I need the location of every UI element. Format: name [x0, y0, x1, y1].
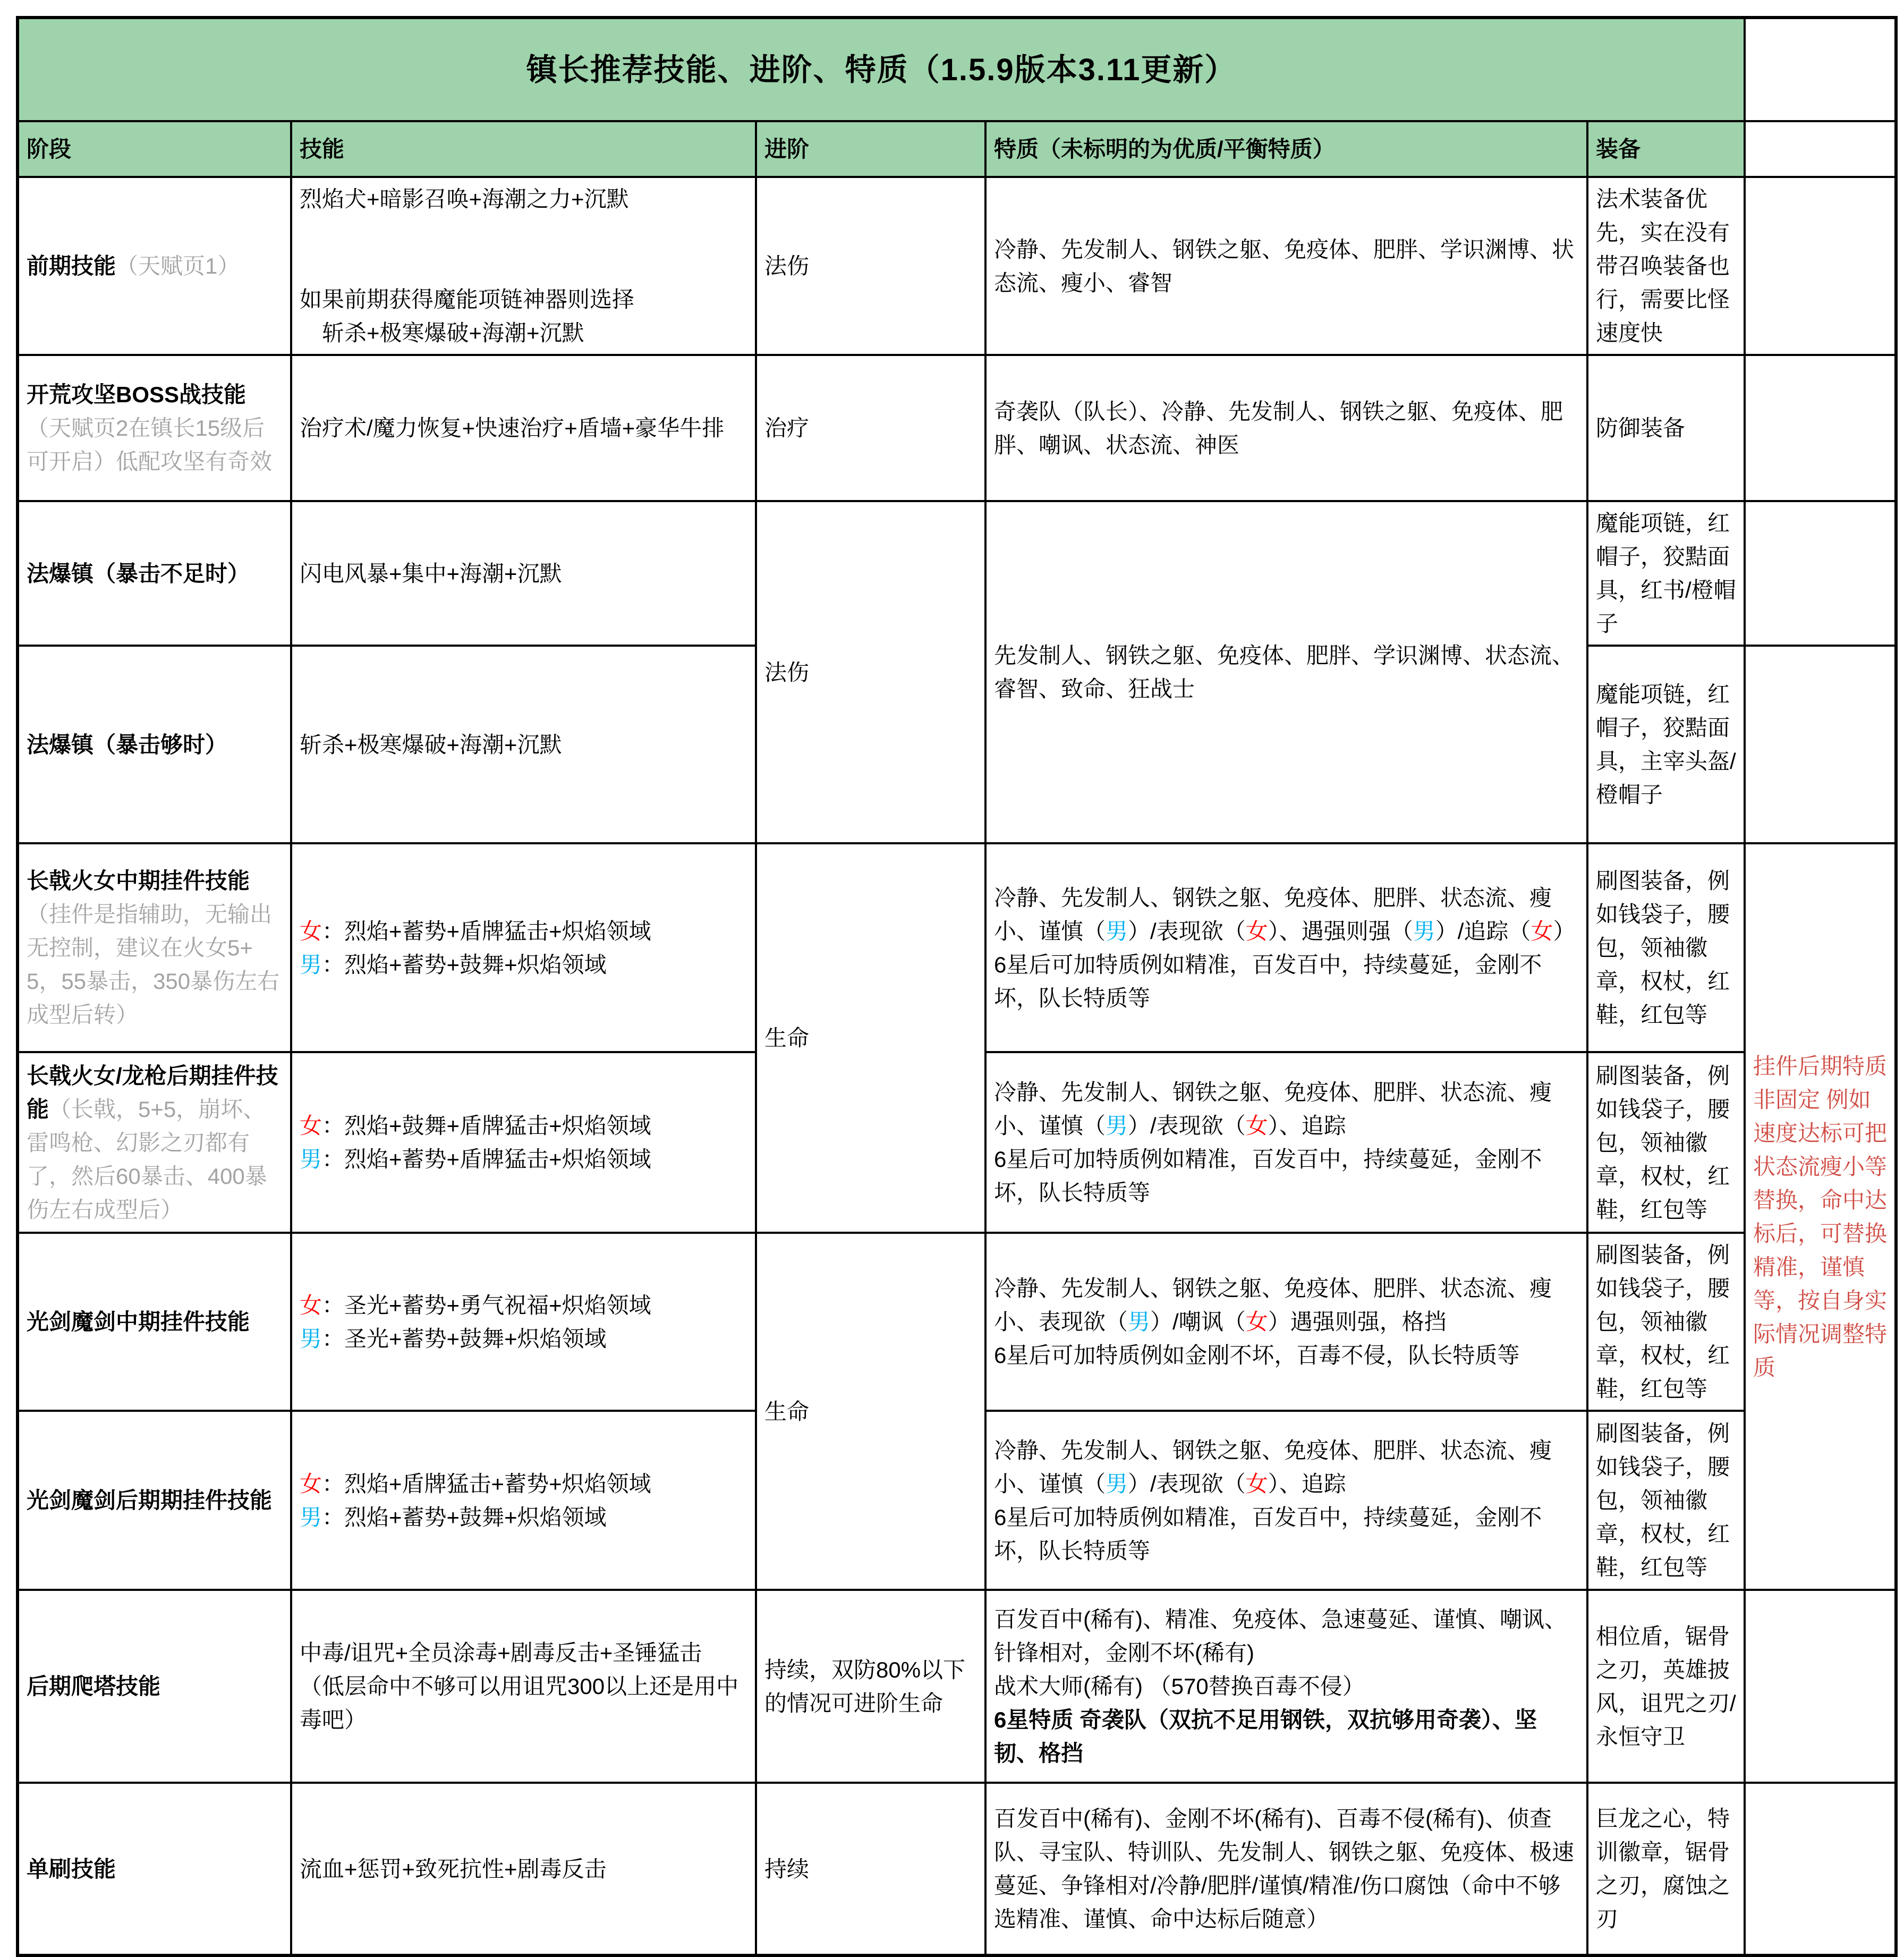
r6-stage-cell: 长戟火女/龙枪后期挂件技能（长戟，5+5，崩坏、雷鸣枪、幻影之刃都有了，然后60暴击、400暴伤左右成型后）: [18, 1052, 291, 1233]
r1-traits-cell: 冷静、先发制人、钢铁之躯、免疫体、肥胖、学识渊博、状态流、瘦小、睿智: [985, 177, 1587, 355]
r2-note-cell: [1745, 355, 1896, 501]
r6-equip-cell: 刷图装备，例如钱袋子，腰包，领袖徽章，权杖，红鞋，红包等: [1587, 1052, 1745, 1233]
r1-advance-cell: 法伤: [756, 177, 985, 355]
r10-stage-cell: 单刷技能: [18, 1783, 291, 1955]
table-row: [18, 1590, 1896, 1783]
r8-skill-cell: 女：烈焰+盾牌猛击+蓄势+炽焰领域 男：烈焰+蓄势+鼓舞+炽焰领域: [291, 1411, 756, 1590]
r9-stage-cell: 后期爬塔技能: [18, 1590, 291, 1783]
r4-skill-cell: 斩杀+极寒爆破+海潮+沉默: [291, 646, 756, 843]
r3-skill-cell: 闪电风暴+集中+海潮+沉默: [291, 501, 756, 646]
r4-equip-cell: 魔能项链，红帽子，狡黠面具，主宰头盔/橙帽子: [1587, 646, 1745, 843]
r4-stage-cell: 法爆镇（暴击够时）: [18, 646, 291, 843]
r7-skill-cell: 女：圣光+蓄势+勇气祝福+炽焰领域 男：圣光+蓄势+鼓舞+炽焰领域: [291, 1233, 756, 1411]
col-header-skill: 技能: [291, 121, 756, 177]
header-row-spacer-cell: [1745, 121, 1896, 177]
col-header-traits: 特质（未标明的为优质/平衡特质）: [985, 121, 1587, 177]
r2-stage-cell: 开荒攻坚BOSS战技能 （天赋页2在镇长15级后可开启）低配攻坚有奇效: [18, 355, 291, 501]
r5-stage-cell: 长戟火女中期挂件技能 （挂件是指辅助，无输出无控制，建议在火女5+5，55暴击，350暴伤左右成型后转）: [18, 843, 291, 1052]
r5-traits-cell: 冷静、先发制人、钢铁之躯、免疫体、肥胖、状态流、瘦小、谨慎（男）/表现欲（女）、遇强则强（男）/追踪（女） 6星后可加特质例如精准，百发百中，持续蔓延，金刚不坏，队长特质等: [985, 843, 1587, 1052]
r10-skill-cell: 流血+惩罚+致死抗性+剧毒反击: [291, 1783, 756, 1955]
table-row: [18, 1783, 1896, 1955]
r3-note-cell: [1745, 501, 1896, 646]
r7-traits-cell: 冷静、先发制人、钢铁之躯、免疫体、肥胖、状态流、瘦小、表现欲（男）/嘲讽（女）遇强则强，格挡 6星后可加特质例如金刚不坏，百毒不侵，队长特质等: [985, 1233, 1587, 1411]
r3-equip-cell: 魔能项链，红帽子，狡黠面具，红书/橙帽子: [1587, 501, 1745, 646]
r3-stage-cell: 法爆镇（暴击不足时）: [18, 501, 291, 646]
r9-equip-cell: 相位盾，锯骨之刃，英雄披风，诅咒之刃/永恒守卫: [1587, 1590, 1745, 1783]
r4-note-cell: [1745, 646, 1896, 843]
r9-skill-cell: 中毒/诅咒+全员涂毒+剧毒反击+圣锤猛击 （低层命中不够可以用诅咒300以上还是用中毒吧）: [291, 1590, 756, 1783]
guide-table: [16, 16, 1898, 1957]
r9-note-cell: [1745, 1590, 1896, 1783]
r9-advance-cell: 持续，双防80%以下的情况可进阶生命: [756, 1590, 985, 1783]
table-row: [18, 501, 1896, 646]
r6-traits-cell: 冷静、先发制人、钢铁之躯、免疫体、肥胖、状态流、瘦小、谨慎（男）/表现欲（女）、追踪 6星后可加特质例如精准，百发百中，持续蔓延，金刚不坏，队长特质等: [985, 1052, 1587, 1233]
pendant-late-traits-note: 挂件后期特质非固定 例如速度达标可把状态流瘦小等替换，命中达标后，可替换精准，谨慎等，按自身实际情况调整特质: [1745, 843, 1896, 1590]
r7-stage-cell: 光剑魔剑中期挂件技能: [18, 1233, 291, 1411]
r10-note-cell: [1745, 1783, 1896, 1955]
r2-skill-cell: 治疗术/魔力恢复+快速治疗+盾墙+豪华牛排: [291, 355, 756, 501]
col-header-stage: 阶段: [18, 121, 291, 177]
page-title: 镇长推荐技能、进阶、特质（1.5.9版本3.11更新）: [18, 18, 1745, 121]
r2-equip-cell: 防御装备: [1587, 355, 1745, 501]
r10-advance-cell: 持续: [756, 1783, 985, 1955]
table-row: [18, 355, 1896, 501]
r5-r6-advance-cell: 生命: [756, 843, 985, 1233]
r3-r4-traits-cell: 先发制人、钢铁之躯、免疫体、肥胖、学识渊博、状态流、睿智、致命、狂战士: [985, 501, 1587, 843]
r5-skill-cell: 女：烈焰+蓄势+盾牌猛击+炽焰领域 男：烈焰+蓄势+鼓舞+炽焰领域: [291, 843, 756, 1052]
r7-equip-cell: 刷图装备，例如钱袋子，腰包，领袖徽章，权杖，红鞋，红包等: [1587, 1233, 1745, 1411]
r1-stage-cell: 前期技能（天赋页1）: [18, 177, 291, 355]
r9-traits-cell: 百发百中(稀有)、精准、免疫体、急速蔓延、谨慎、嘲讽、针锋相对，金刚不坏(稀有) 战术大师(稀有) （570替换百毒不侵） 6星特质 奇袭队（双抗不足用钢铁，双抗够用奇袭）、坚韧、格挡: [985, 1590, 1587, 1783]
r6-skill-cell: 女：烈焰+鼓舞+盾牌猛击+炽焰领域 男：烈焰+蓄势+盾牌猛击+炽焰领域: [291, 1052, 756, 1233]
table-row: [18, 177, 1896, 355]
r8-equip-cell: 刷图装备，例如钱袋子，腰包，领袖徽章，权杖，红鞋，红包等: [1587, 1411, 1745, 1590]
r1-equip-cell: 法术装备优先，实在没有带召唤装备也行，需要比怪速度快: [1587, 177, 1745, 355]
r1-note-cell: [1745, 177, 1896, 355]
title-row-spacer-cell: [1745, 18, 1896, 121]
col-header-equip: 装备: [1587, 121, 1745, 177]
r10-traits-cell: 百发百中(稀有)、金刚不坏(稀有)、百毒不侵(稀有)、侦查队、寻宝队、特训队、先发制人、钢铁之躯、免疫体、极速蔓延、争锋相对/冷静/肥胖/谨慎/精准/伤口腐蚀（命中不够选精准、谨慎、命中达标后随意）: [985, 1783, 1587, 1955]
col-header-advance: 进阶: [756, 121, 985, 177]
r3-r4-advance-cell: 法伤: [756, 501, 985, 843]
r7-r8-advance-cell: 生命: [756, 1233, 985, 1590]
table-row: [18, 1233, 1896, 1411]
table-row: [18, 843, 1896, 1052]
r10-equip-cell: 巨龙之心，特训徽章，锯骨之刃，腐蚀之刃: [1587, 1783, 1745, 1955]
r2-traits-cell: 奇袭队（队长）、冷静、先发制人、钢铁之躯、免疫体、肥胖、嘲讽、状态流、神医: [985, 355, 1587, 501]
r2-advance-cell: 治疗: [756, 355, 985, 501]
r1-skill-cell: 烈焰犬+暗影召唤+海潮之力+沉默 如果前期获得魔能项链神器则选择 斩杀+极寒爆破+海潮+沉默: [291, 177, 756, 355]
r5-equip-cell: 刷图装备，例如钱袋子，腰包，领袖徽章，权杖，红鞋，红包等: [1587, 843, 1745, 1052]
r8-traits-cell: 冷静、先发制人、钢铁之躯、免疫体、肥胖、状态流、瘦小、谨慎（男）/表现欲（女）、追踪 6星后可加特质例如精准，百发百中，持续蔓延，金刚不坏，队长特质等: [985, 1411, 1587, 1590]
r8-stage-cell: 光剑魔剑后期期挂件技能: [18, 1411, 291, 1590]
